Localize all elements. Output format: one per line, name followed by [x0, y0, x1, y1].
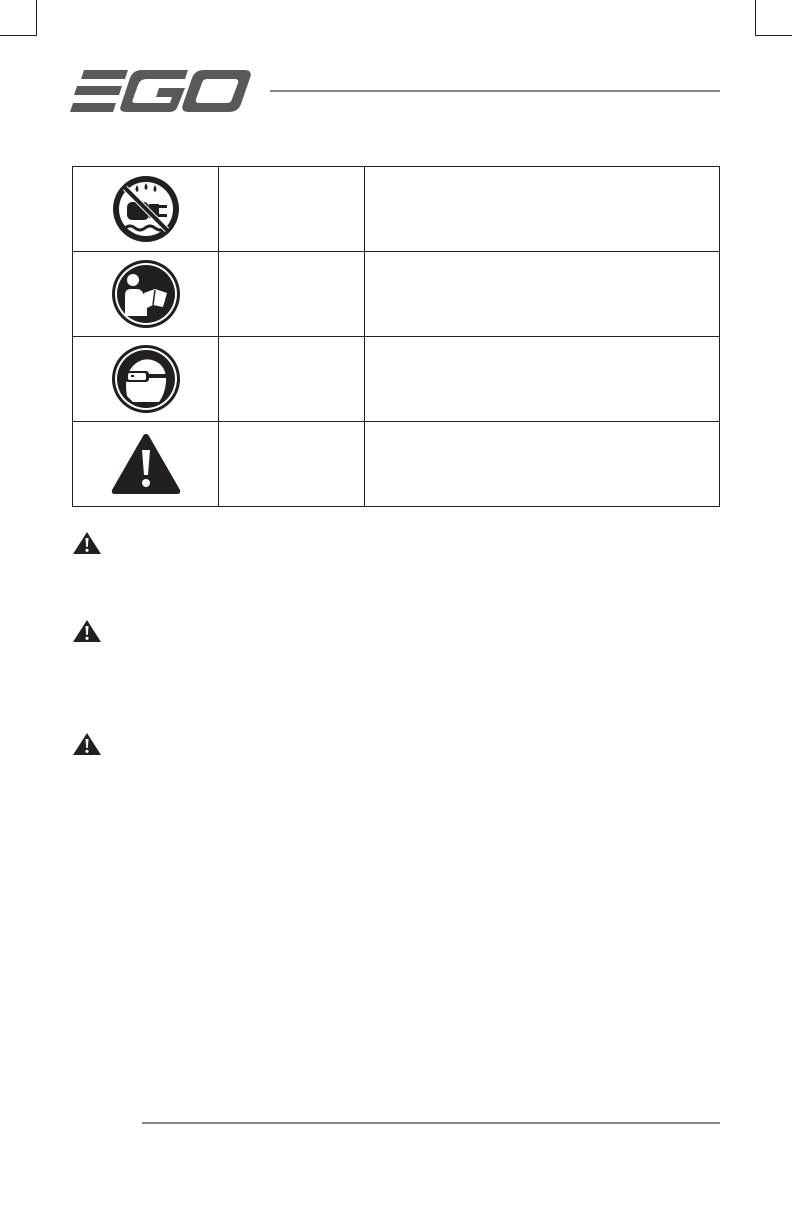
safety-alert-icon — [110, 432, 182, 496]
crop-mark-top-right-v — [755, 0, 756, 36]
symbol-cell — [73, 422, 219, 507]
warning-note — [72, 619, 720, 641]
symbol-name — [219, 422, 365, 507]
crop-mark-top-right — [756, 35, 792, 36]
warning-note — [72, 531, 720, 553]
warning-triangle-icon — [72, 732, 102, 756]
symbol-description — [365, 167, 720, 252]
header-rule — [270, 90, 720, 92]
eye-protection-icon — [111, 344, 181, 414]
no-water-plug-icon — [111, 174, 181, 244]
symbol-name — [219, 337, 365, 422]
symbol-description — [365, 337, 720, 422]
footer-rule — [142, 1122, 720, 1124]
table-row — [73, 422, 720, 507]
table-row — [73, 167, 720, 252]
warning-triangle-icon — [72, 531, 102, 555]
crop-mark-top-left — [0, 35, 36, 36]
table-row — [73, 252, 720, 337]
read-manual-icon — [111, 259, 181, 329]
safety-symbols-table — [72, 166, 720, 507]
warning-triangle-icon — [72, 619, 102, 643]
symbol-description — [365, 422, 720, 507]
symbol-cell — [73, 337, 219, 422]
symbol-name — [219, 167, 365, 252]
warning-note — [72, 732, 720, 754]
crop-mark-top-left-v — [36, 0, 37, 36]
symbol-cell — [73, 252, 219, 337]
symbol-cell — [73, 167, 219, 252]
symbol-description — [365, 252, 720, 337]
ego-logo — [70, 70, 252, 112]
table-row — [73, 337, 720, 422]
symbol-name — [219, 252, 365, 337]
